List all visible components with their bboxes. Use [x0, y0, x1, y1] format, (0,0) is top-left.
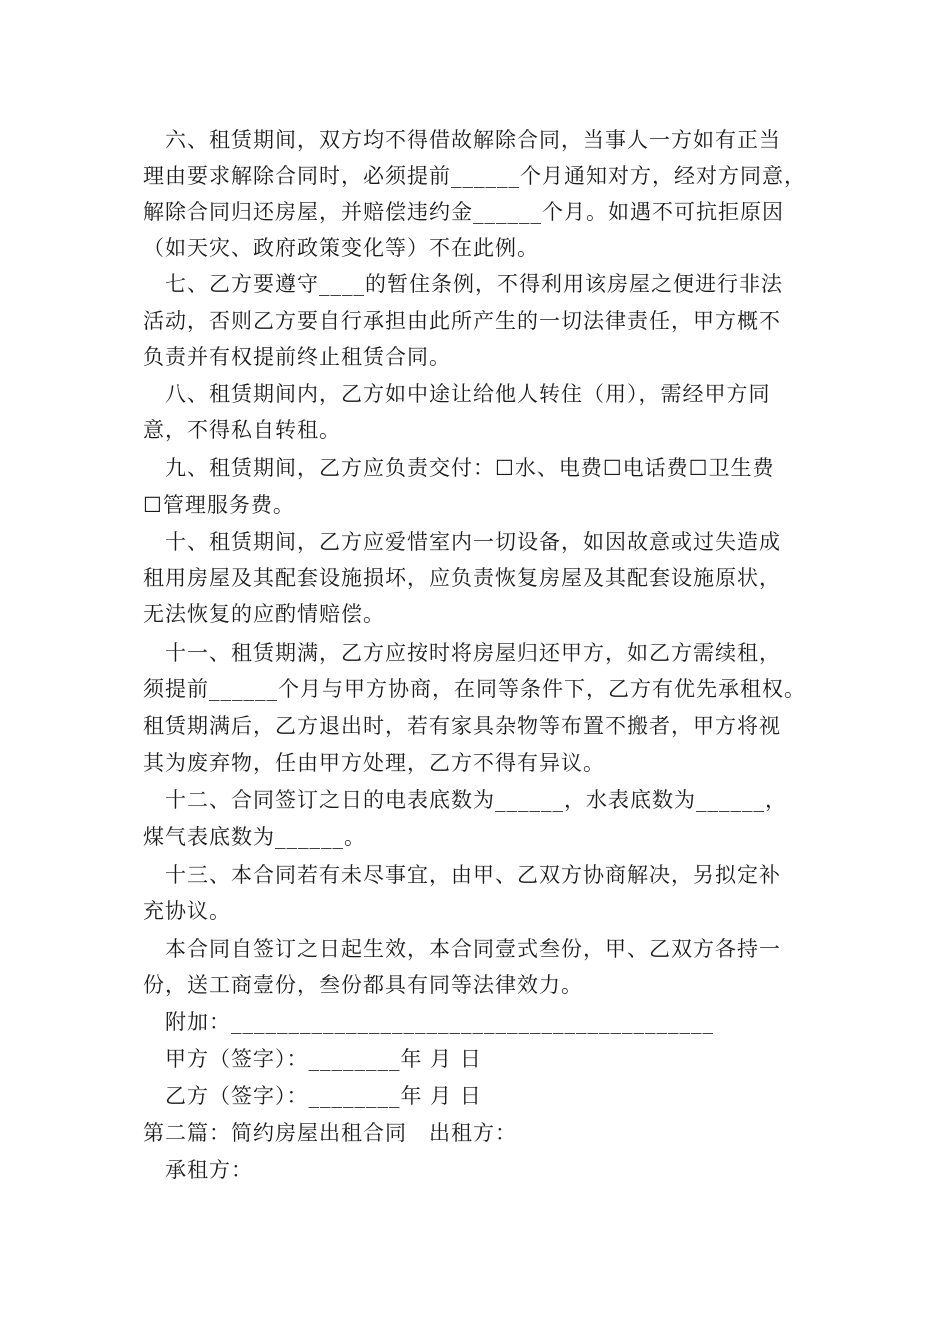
text-line: 理由要求解除合同时，必须提前______个月通知对方，经对方同意，: [143, 164, 806, 188]
text-line: 七、乙方要遵守____的暂住条例，不得利用该房屋之便进行非法: [165, 272, 783, 296]
section-heading: 第二篇：简约房屋出租合同 出租方：: [143, 1121, 517, 1145]
party-b-signature-line: 乙方（签字）：________年 月 日: [165, 1084, 482, 1108]
text-line: 十二、合同签订之日的电表底数为______，水表底数为______，: [165, 788, 787, 812]
text-line: 充协议。: [143, 899, 231, 923]
text-line: 六、租赁期间，双方均不得借故解除合同，当事人一方如有正当: [165, 128, 781, 152]
text-line: （如天灾、政府政策变化等）不在此例。: [143, 236, 539, 260]
text-line: 解除合同归还房屋，并赔偿违约金______个月。如遇不可抗拒原因: [143, 200, 784, 224]
text-line: 其为废弃物，任由甲方处理，乙方不得有异议。: [143, 751, 605, 775]
text-line: 须提前______个月与甲方协商，在同等条件下，乙方有优先承租权。: [143, 677, 806, 701]
text-line: 活动，否则乙方要自行承担由此所产生的一切法律责任，甲方概不: [143, 309, 781, 333]
text-line: 份，送工商壹份，叁份都具有同等法律效力。: [143, 973, 583, 997]
appendix-line: 附加：__________________________________________: [165, 1010, 714, 1034]
text-line: 负责并有权提前终止租赁合同。: [143, 345, 451, 369]
text-line: 意，不得私自转租。: [143, 418, 341, 442]
text-line: 九、租赁期间，乙方应负责交付：☐水、电费☐电话费☐卫生费: [165, 456, 775, 480]
text-line: ☐管理服务费。: [143, 493, 295, 517]
party-a-signature-line: 甲方（签字）：________年 月 日: [165, 1047, 482, 1071]
text-line: 承租方：: [165, 1158, 253, 1182]
text-line: 无法恢复的应酌情赔偿。: [143, 602, 385, 626]
text-line: 十、租赁期间，乙方应爱惜室内一切设备，如因故意或过失造成: [165, 530, 781, 554]
text-line: 十一、租赁期满，乙方应按时将房屋归还甲方，如乙方需续租，: [165, 641, 781, 665]
text-line: 租赁期满后，乙方退出时，若有家具杂物等布置不搬者，甲方将视: [143, 714, 781, 738]
text-line: 本合同自签订之日起生效，本合同壹式叁份，甲、乙双方各持一: [165, 937, 781, 961]
text-line: 八、租赁期间内，乙方如中途让给他人转住（用），需经甲方同: [165, 382, 771, 406]
text-line: 煤气表底数为______。: [143, 825, 366, 849]
text-line: 租用房屋及其配套设施损坏，应负责恢复房屋及其配套设施原状，: [143, 566, 781, 590]
text-line: 十三、本合同若有未尽事宜，由甲、乙双方协商解决，另拟定补: [165, 863, 781, 887]
